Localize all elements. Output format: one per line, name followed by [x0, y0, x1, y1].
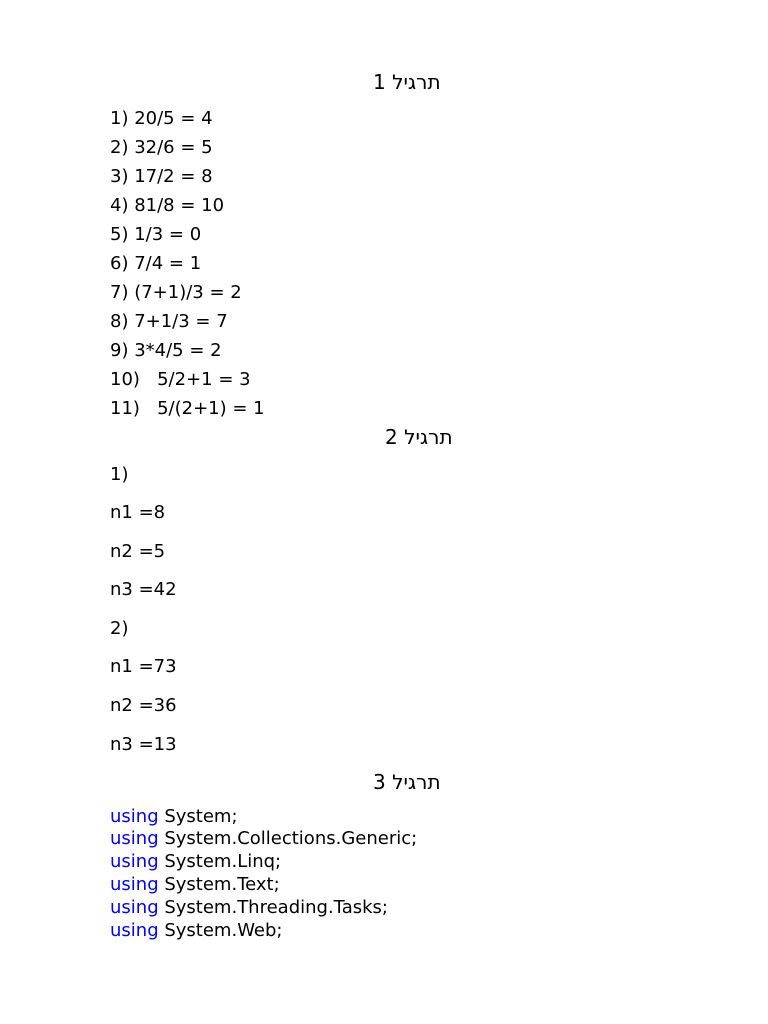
- exercise-1-line: 2) 32/6 = 5: [110, 137, 213, 158]
- code-keyword: using: [110, 806, 159, 827]
- code-keyword: using: [110, 828, 159, 849]
- exercise-2-line: n2 =5: [110, 541, 166, 562]
- exercise-2-title: תרגיל 2: [385, 425, 453, 449]
- exercise-1-line: 7) (7+1)/3 = 2: [110, 282, 242, 303]
- exercise-1-title: תרגיל 1: [373, 70, 441, 94]
- code-line: [110, 806, 238, 828]
- exercise-2-line: n3 =13: [110, 734, 177, 755]
- code-keyword: using: [110, 897, 159, 918]
- exercise-1-line: 9) 3*4/5 = 2: [110, 340, 222, 361]
- code-namespace: System.Text;: [158, 874, 280, 895]
- exercise-2-line: n3 =42: [110, 579, 177, 600]
- exercise-2-line: n1 =8: [110, 502, 166, 523]
- exercise-1-line: 6) 7/4 = 1: [110, 253, 202, 274]
- code-keyword: using: [110, 851, 159, 872]
- exercise-3-title: תרגיל 3: [373, 770, 441, 794]
- exercise-1-line: 4) 81/8 = 10: [110, 195, 225, 216]
- code-line: [110, 851, 281, 873]
- exercise-1-line: 1) 20/5 = 4: [110, 108, 213, 129]
- exercise-1-line: 10) 5/2+1 = 3: [110, 369, 251, 390]
- exercise-1-line: 5) 1/3 = 0: [110, 224, 202, 245]
- exercise-2-line: n1 =73: [110, 656, 177, 677]
- code-line: [110, 874, 280, 896]
- code-keyword: using: [110, 920, 159, 941]
- exercise-1-line: 11) 5/(2+1) = 1: [110, 398, 265, 419]
- code-namespace: System.Linq;: [158, 851, 282, 872]
- code-line: [110, 828, 417, 850]
- code-namespace: System.Collections.Generic;: [158, 828, 418, 849]
- code-namespace: System.Web;: [158, 920, 283, 941]
- exercise-2-line: n2 =36: [110, 695, 177, 716]
- exercise-1-line: 8) 7+1/3 = 7: [110, 311, 228, 332]
- code-line: [110, 897, 388, 919]
- exercise-1-line: 3) 17/2 = 8: [110, 166, 213, 187]
- code-keyword: using: [110, 874, 159, 895]
- exercise-2-line: 2): [110, 618, 129, 639]
- exercise-2-line: 1): [110, 464, 129, 485]
- code-namespace: System.Threading.Tasks;: [158, 897, 388, 918]
- code-namespace: System;: [158, 806, 238, 827]
- code-line: [110, 920, 283, 942]
